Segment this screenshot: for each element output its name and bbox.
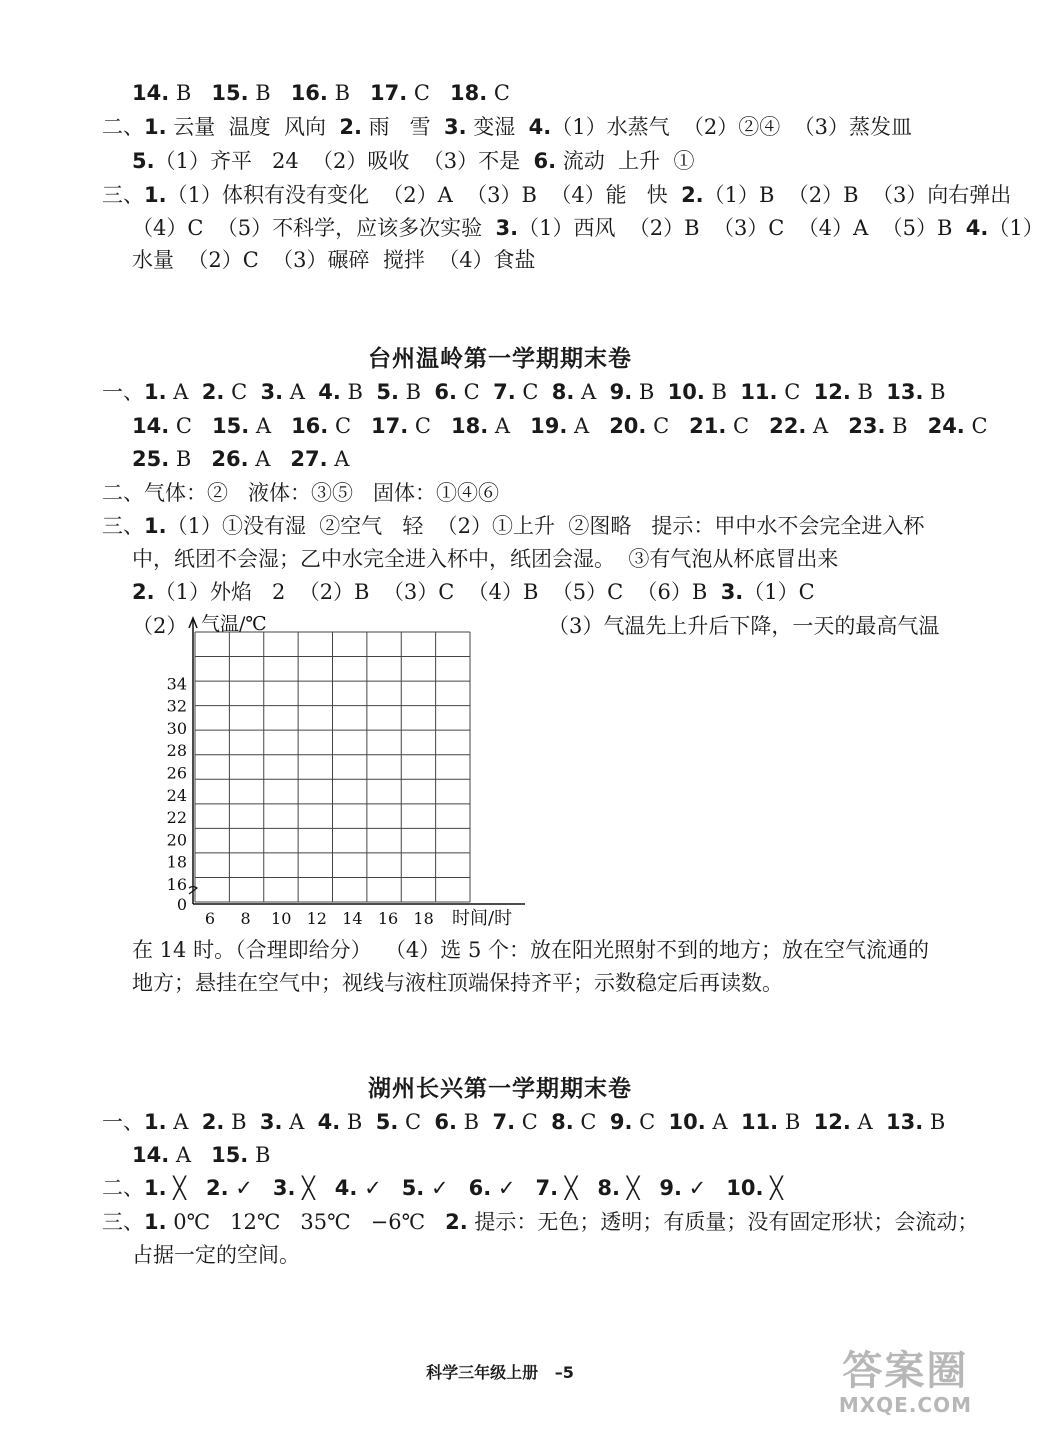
y-tick-label: 24 (166, 785, 187, 805)
answer-line: （2） (132, 614, 188, 638)
y-tick-label: 26 (166, 763, 187, 783)
answer-line: 占据一定的空间。 (132, 1243, 300, 1267)
answer-line: 14. C 15. A 16. C 17. C 18. A 19. A 20. C 21. C 22. A 23. B 24. C (132, 414, 988, 438)
x-tick-label: 10 (271, 909, 292, 928)
answer-line: 地方；悬挂在空气中；视线与液柱顶端保持齐平；示数稳定后再读数。 (132, 971, 783, 995)
watermark-main: 答案圈 (842, 1348, 969, 1394)
y-tick-label: 18 (166, 852, 187, 872)
answer-line: 一、1. A 2. B 3. A 4. B 5. C 6. B 7. C 8. C 9. C 10. A 11. B 12. A 13. B (102, 1110, 946, 1134)
y-tick-label: 20 (166, 830, 187, 850)
y-tick-label: 28 (166, 741, 187, 761)
answer-line: 三、1.（1）体积有没有变化 （2）A （3）B （4）能 快 2.（1）B （2）B （3）向右弹出 (102, 183, 1012, 207)
y-tick-label: 0 (176, 895, 187, 914)
answer-line: 14. A 15. B (132, 1143, 271, 1167)
x-axis-label: 时间/时 (452, 908, 513, 929)
answer-line: （4）C （5）不科学，应该多次实验 3.（1）西风 （2）B （3）C （4）A （5）B 4.（1） (132, 216, 1044, 240)
section-title: 湖州长兴第一学期期末卷 (368, 1076, 632, 1102)
watermark (839, 1349, 972, 1417)
answer-line: 二、气体：② 液体：③⑤ 固体：①④⑥ (102, 481, 500, 505)
answer-line: 二、1. ╳ 2. ✓ 3. ╳ 4. ✓ 5. ✓ 6. ✓ 7. ╳ 8. ╳ 9. ✓ 10. ╳ (102, 1176, 783, 1200)
answer-line: 二、1. 云量 温度 风向 2. 雨 雪 3. 变湿 4.（1）水蒸气 （2）②④ （3）蒸发皿 (102, 115, 912, 139)
answer-line: 5.（1）齐平 24 （2）吸收 （3）不是 6. 流动 上升 ① (132, 149, 695, 173)
answer-line: 一、1. A 2. C 3. A 4. B 5. B 6. C 7. C 8. A 9. B 10. B 11. C 12. B 13. B (102, 380, 946, 404)
x-tick-label: 16 (377, 909, 399, 928)
watermark-url: MXQE.COM (838, 1393, 972, 1417)
y-tick-label: 30 (166, 718, 187, 738)
answer-line: 14. B 15. B 16. B 17. C 18. C (132, 81, 510, 105)
y-tick-label: 34 (166, 674, 187, 694)
section-title: 台州温岭第一学期期末卷 (368, 346, 632, 372)
answer-line: 中，纸团不会湿；乙中水完全进入杯中，纸团会湿。 ③有气泡从杯底冒出来 (132, 547, 839, 571)
y-axis-label: 气温/℃ (201, 613, 267, 635)
answer-line: 水量 （2）C （3）碾碎 搅拌 （4）食盐 (132, 248, 536, 272)
x-tick-label: 12 (306, 909, 327, 928)
answer-line: （3）气温先上升后下降，一天的最高气温 (548, 614, 940, 638)
x-tick-label: 14 (342, 909, 363, 928)
y-tick-label: 32 (166, 696, 187, 716)
x-tick-label: 8 (240, 909, 251, 928)
y-tick-label: 22 (166, 808, 187, 828)
answer-line: 25. B 26. A 27. A (132, 447, 350, 471)
answer-line: 2.（1）外焰 2 （2）B （3）C （4）B （5）C （6）B 3.（1）C (132, 580, 815, 604)
y-tick-label: 16 (166, 875, 187, 894)
answer-line: 三、1. 0℃ 12℃ 35℃ −6℃ 2. 提示：无色；透明；有质量；没有固定形状；会流动； (102, 1210, 979, 1234)
temperature-chart (165, 612, 545, 932)
chart-svg (165, 612, 545, 932)
x-tick-label: 18 (413, 909, 434, 928)
answer-line: 三、1.（1）①没有湿 ②空气 轻 （2）①上升 ②图略 提示：甲中水不会完全进入杯 (102, 514, 925, 538)
x-tick-label: 6 (204, 909, 216, 928)
answer-line: 在 14 时。（合理即给分） （4）选 5 个：放在阳光照射不到的地方；放在空气流通的 (132, 938, 929, 962)
page-footer: 科学三年级上册 –5 (426, 1363, 574, 1382)
